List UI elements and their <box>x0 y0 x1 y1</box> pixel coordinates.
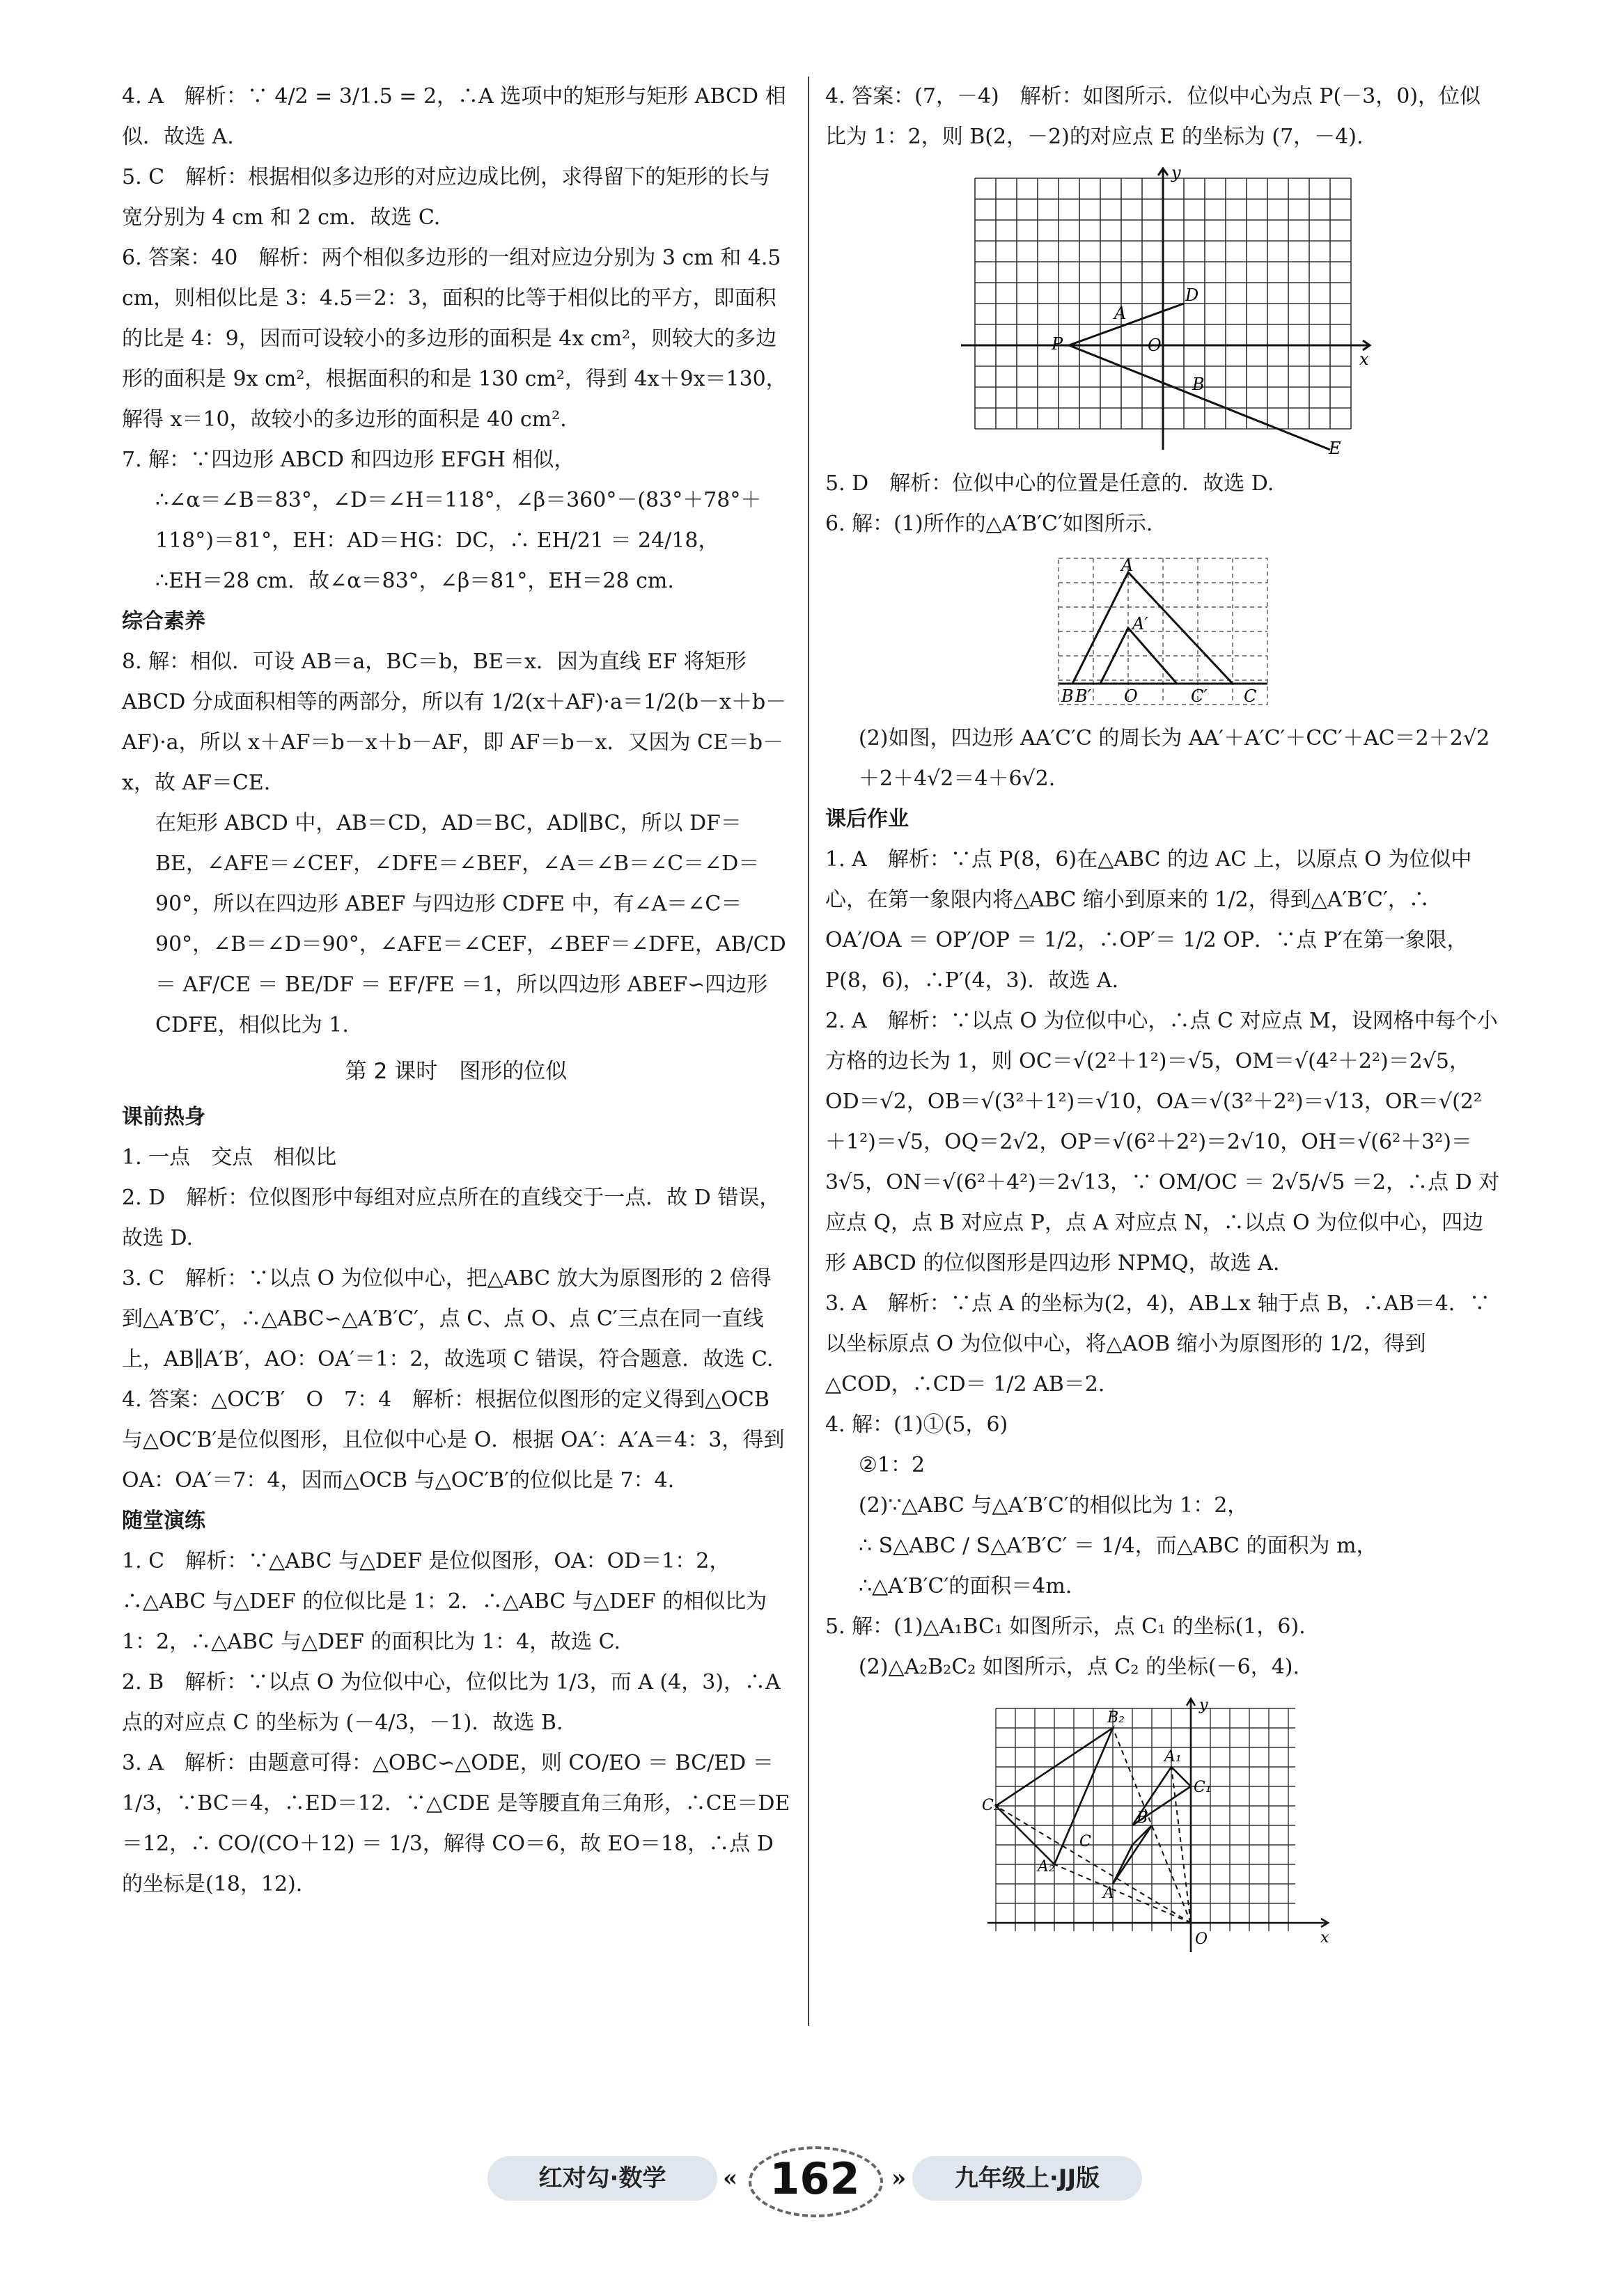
left-column <box>122 77 790 1905</box>
answer-8-part1: 8. 解：相似．可设 AB＝a，BC＝b，BE＝x．因为直线 EF 将矩形 ABCD 分成面积相等的两部分，所以有 1/2(x＋AF)·a＝1/2(b－x＋b－AF)·a，所以 x＋AF＝b－x＋b－AF，即 AF＝b－x．又因为 CE＝b－x，故 AF＝CE. <box>122 650 787 795</box>
st-answer-3: 3. A 解析：由题意可得：△OBC∽△ODE，则 CO/EO ＝ BC/ED ＝ 1/3，∵BC＝4，∴ED＝12．∵△CDE 是等腰直角三角形，∴CE＝DE＝12，∴ CO/(CO＋12) ＝ 1/3，解得 CO＝6，故 EO＝18，∴点 D 的坐标是(18，12). <box>122 1751 790 1896</box>
column-divider <box>808 77 809 2026</box>
fig3-label-O: O <box>1195 1931 1208 1948</box>
fig3-label-C1: C₁ <box>1194 1779 1212 1796</box>
fig2-label-A: A <box>1121 556 1134 575</box>
answer-7-line3: ∴EH＝28 cm．故∠α＝83°，∠β＝81°，EH＝28 cm. <box>155 569 674 593</box>
kh-answer-4-line2: ②1：2 <box>859 1453 926 1477</box>
fig3-label-A1: A₁ <box>1164 1748 1182 1766</box>
fig1-label-A: A <box>1114 304 1127 323</box>
fig2-label-C: C <box>1244 686 1257 706</box>
kh-answer-4-line1: 4. 解：(1)①(5，6) <box>825 1413 1008 1437</box>
fig1-label-E: E <box>1329 439 1341 457</box>
homothety-grid-figure <box>947 164 1379 457</box>
kh-answer-4-line4: ∴ S△ABC / S△A′B′C′ ＝ 1/4，而△ABC 的面积为 m， <box>859 1534 1377 1558</box>
r-answer-6: 6. 解：(1)所作的△A′B′C′如图所示． <box>825 512 1167 536</box>
fig1-label-D: D <box>1185 285 1199 305</box>
answer-8-part2: 在矩形 ABCD 中，AB＝CD，AD＝BC，AD∥BC，所以 DF＝BE，∠AFE＝∠CEF，∠DFE＝∠BEF，∠A＝∠B＝∠C＝∠D＝90°，所以在四边形 ABEF 与四边形 CDFE 中，有∠A＝∠C＝90°，∠B＝∠D＝90°，∠AFE＝∠CEF，∠BEF＝∠DFE，AB/CD ＝ AF/CE ＝ BE/DF ＝ EF/FE ＝1，所以四边形 ABEF∽四边形 CDFE，相似比为 1. <box>155 811 786 1037</box>
footer-grade-edition: 九年级上·JJ版 <box>912 2156 1142 2201</box>
fig3-label-C2: C₂ <box>982 1797 1000 1814</box>
triangle-enlargement-figure <box>1052 551 1274 711</box>
fig2-label-Bp: B′ <box>1075 686 1092 706</box>
r-answer-5: 5. D 解析：位似中心的位置是任意的．故选 D. <box>825 471 1274 496</box>
kh-answer-4-line3: (2)∵△ABC 与△A′B′C′的相似比为 1：2， <box>859 1493 1249 1518</box>
answer-7-line2: ∴∠α＝∠B＝83°，∠D＝∠H＝118°，∠β＝360°－(83°＋78°＋118°)＝81°，EH：AD＝HG：DC，∴ EH/21 ＝ 24/18， <box>155 488 762 553</box>
answer-4: 4. A 解析：∵ 4/2 = 3/1.5 = 2，∴A 选项中的矩形与矩形 ABCD 相似．故选 A. <box>122 84 786 149</box>
footer-arrow-right: » <box>891 2164 907 2192</box>
fig3-label-C: C <box>1079 1833 1091 1850</box>
footer-arrow-left: « <box>723 2164 738 2192</box>
fig2-label-B: B <box>1061 686 1074 706</box>
fig2-label-O: O <box>1124 686 1138 706</box>
kq-answer-1: 1. 一点 交点 相似比 <box>122 1145 337 1170</box>
r-answer-4: 4. 答案：(7，－4) 解析：如图所示．位似中心为点 P(－3，0)，位似比为 1：2，则 B(2，－2)的对应点 E 的坐标为 (7，－4). <box>825 84 1481 149</box>
fig3-label-x: x <box>1320 1929 1329 1947</box>
kq-answer-3: 3. C 解析：∵以点 O 为位似中心，把△ABC 放大为原图形的 2 倍得到△A′B′C′，∴△ABC∽△A′B′C′，点 C、点 O、点 C′三点在同一直线上，AB∥A′B′，AO：OA′＝1：2，故选项 C 错误，符合题意．故选 C. <box>122 1266 774 1371</box>
kh-answer-2: 2. A 解析：∵以点 O 为位似中心，∴点 C 对应点 M，设网格中每个小方格的边长为 1，则 OC＝√(2²＋1²)＝√5，OM＝√(4²＋2²)＝2√5，OD＝√2，OB＝√(3²＋1²)＝√10，OA＝√(3²＋2²)＝√13，OR＝√(2²＋1²)＝√5，OQ＝2√2，OP＝√(6²＋2²)＝2√10，OH＝√(6²＋3²)＝3√5，ON＝√(6²＋4²)＝2√13，∵ OM/OC ＝ 2√5/√5 ＝2，∴点 D 对应点 Q，点 B 对应点 P，点 A 对应点 N，∴以点 O 为位似中心，四边形 ABCD 的位似图形是四边形 NPMQ，故选 A. <box>825 1009 1500 1275</box>
fig3-label-B2: B₂ <box>1107 1709 1125 1727</box>
kh-answer-4-line5: ∴△A′B′C′的面积＝4m. <box>859 1574 1072 1598</box>
fig3-label-A: A <box>1103 1885 1114 1902</box>
fig3-label-B: B <box>1137 1809 1148 1827</box>
kh-answer-1: 1. A 解析：∵点 P(8，6)在△ABC 的边 AC 上，以原点 O 为位似中心，在第一象限内将△ABC 缩小到原来的 1/2，得到△A′B′C′，∴ OA′/OA ＝ OP′/OP ＝ 1/2，∴OP′＝ 1/2 OP．∵点 P′在第一象限，P(8，6)，∴P′(4，3)．故选 A. <box>825 847 1472 993</box>
kh-answer-5-line1: 5. 解：(1)△A₁BC₁ 如图所示，点 C₁ 的坐标(1，6). <box>825 1614 1306 1639</box>
fig1-label-B: B <box>1192 375 1205 394</box>
fig1-label-O: O <box>1148 336 1162 355</box>
section-heading-styl: 随堂演练 <box>122 1509 205 1533</box>
r-answer-6-part2: (2)如图，四边形 AA′C′C 的周长为 AA′＋A′C′＋CC′＋AC＝2＋2√2＋2＋4√2＝4＋6√2. <box>859 726 1490 791</box>
fig1-label-x: x <box>1359 349 1369 369</box>
section-heading-zonghe: 综合素养 <box>122 609 205 634</box>
fig1-label-P: P <box>1052 334 1063 354</box>
answer-5: 5. C 解析：根据相似多边形的对应边成比例，求得留下的矩形的长与宽分别为 4 cm 和 2 cm．故选 C. <box>122 165 771 230</box>
page-number: 162 <box>770 2153 860 2204</box>
fig1-label-y: y <box>1171 164 1181 182</box>
section-heading-kqrs: 课前热身 <box>122 1105 205 1129</box>
fig2-label-Cp: C′ <box>1191 686 1208 706</box>
footer-book-title: 红对勾·数学 <box>487 2156 717 2201</box>
page-footer <box>0 2141 1601 2217</box>
lesson-title: 第 2 课时 图形的位似 <box>345 1059 568 1084</box>
coordinate-grid-figure <box>982 1695 1344 1959</box>
fig2-label-Ap: A′ <box>1132 614 1148 634</box>
kh-answer-3: 3. A 解析：∵点 A 的坐标为(2，4)，AB⊥x 轴于点 B，∴AB＝4．∵以坐标原点 O 为位似中心，将△AOB 缩小为原图形的 1/2，得到△COD，∴CD＝ 1/2 AB＝2. <box>825 1291 1490 1397</box>
answer-6: 6. 答案：40 解析：两个相似多边形的一组对应边分别为 3 cm 和 4.5 cm，则相似比是 3：4.5＝2：3，面积的比等于相似比的平方，即面积的比是 4：9，因而可设较小的多边形的面积是 4x cm²，则较大的多边形的面积是 9x cm²，根据面积的和是 130 cm²，得到 4x＋9x＝130，解得 x＝10，故较小的多边形的面积是 40 cm². <box>122 246 787 432</box>
section-heading-khzy: 课后作业 <box>825 807 909 831</box>
st-answer-1: 1. C 解析：∵△ABC 与△DEF 是位似图形，OA：OD＝1：2，∴△ABC 与△DEF 的位似比是 1：2．∴△ABC 与△DEF 的相似比为 1：2，∴△ABC 与△DEF 的面积比为 1：4，故选 C. <box>122 1549 767 1654</box>
kh-answer-5-line2: (2)△A₂B₂C₂ 如图所示，点 C₂ 的坐标(－6，4). <box>859 1655 1300 1679</box>
right-column <box>825 77 1501 1966</box>
fig3-label-A2: A₂ <box>1038 1858 1055 1876</box>
kq-answer-2: 2. D 解析：位似图形中每组对应点所在的直线交于一点．故 D 错误，故选 D. <box>122 1186 781 1250</box>
kq-answer-4: 4. 答案：△OC′B′ O 7：4 解析：根据位似图形的定义得到△OCB 与△OC′B′是位似图形，且位似中心是 O．根据 OA′：A′A＝4：3，得到 OA：OA′＝7：4，因而△OCB 与△OC′B′的位似比是 7：4. <box>122 1387 785 1493</box>
st-answer-2: 2. B 解析：∵以点 O 为位似中心，位似比为 1/3，而 A (4，3)，∴A 点的对应点 C 的坐标为 (－4/3，－1)．故选 B. <box>122 1670 781 1735</box>
fig3-label-y: y <box>1199 1697 1208 1714</box>
answer-7-line1: 7. 解：∵四边形 ABCD 和四边形 EFGH 相似， <box>122 448 575 472</box>
